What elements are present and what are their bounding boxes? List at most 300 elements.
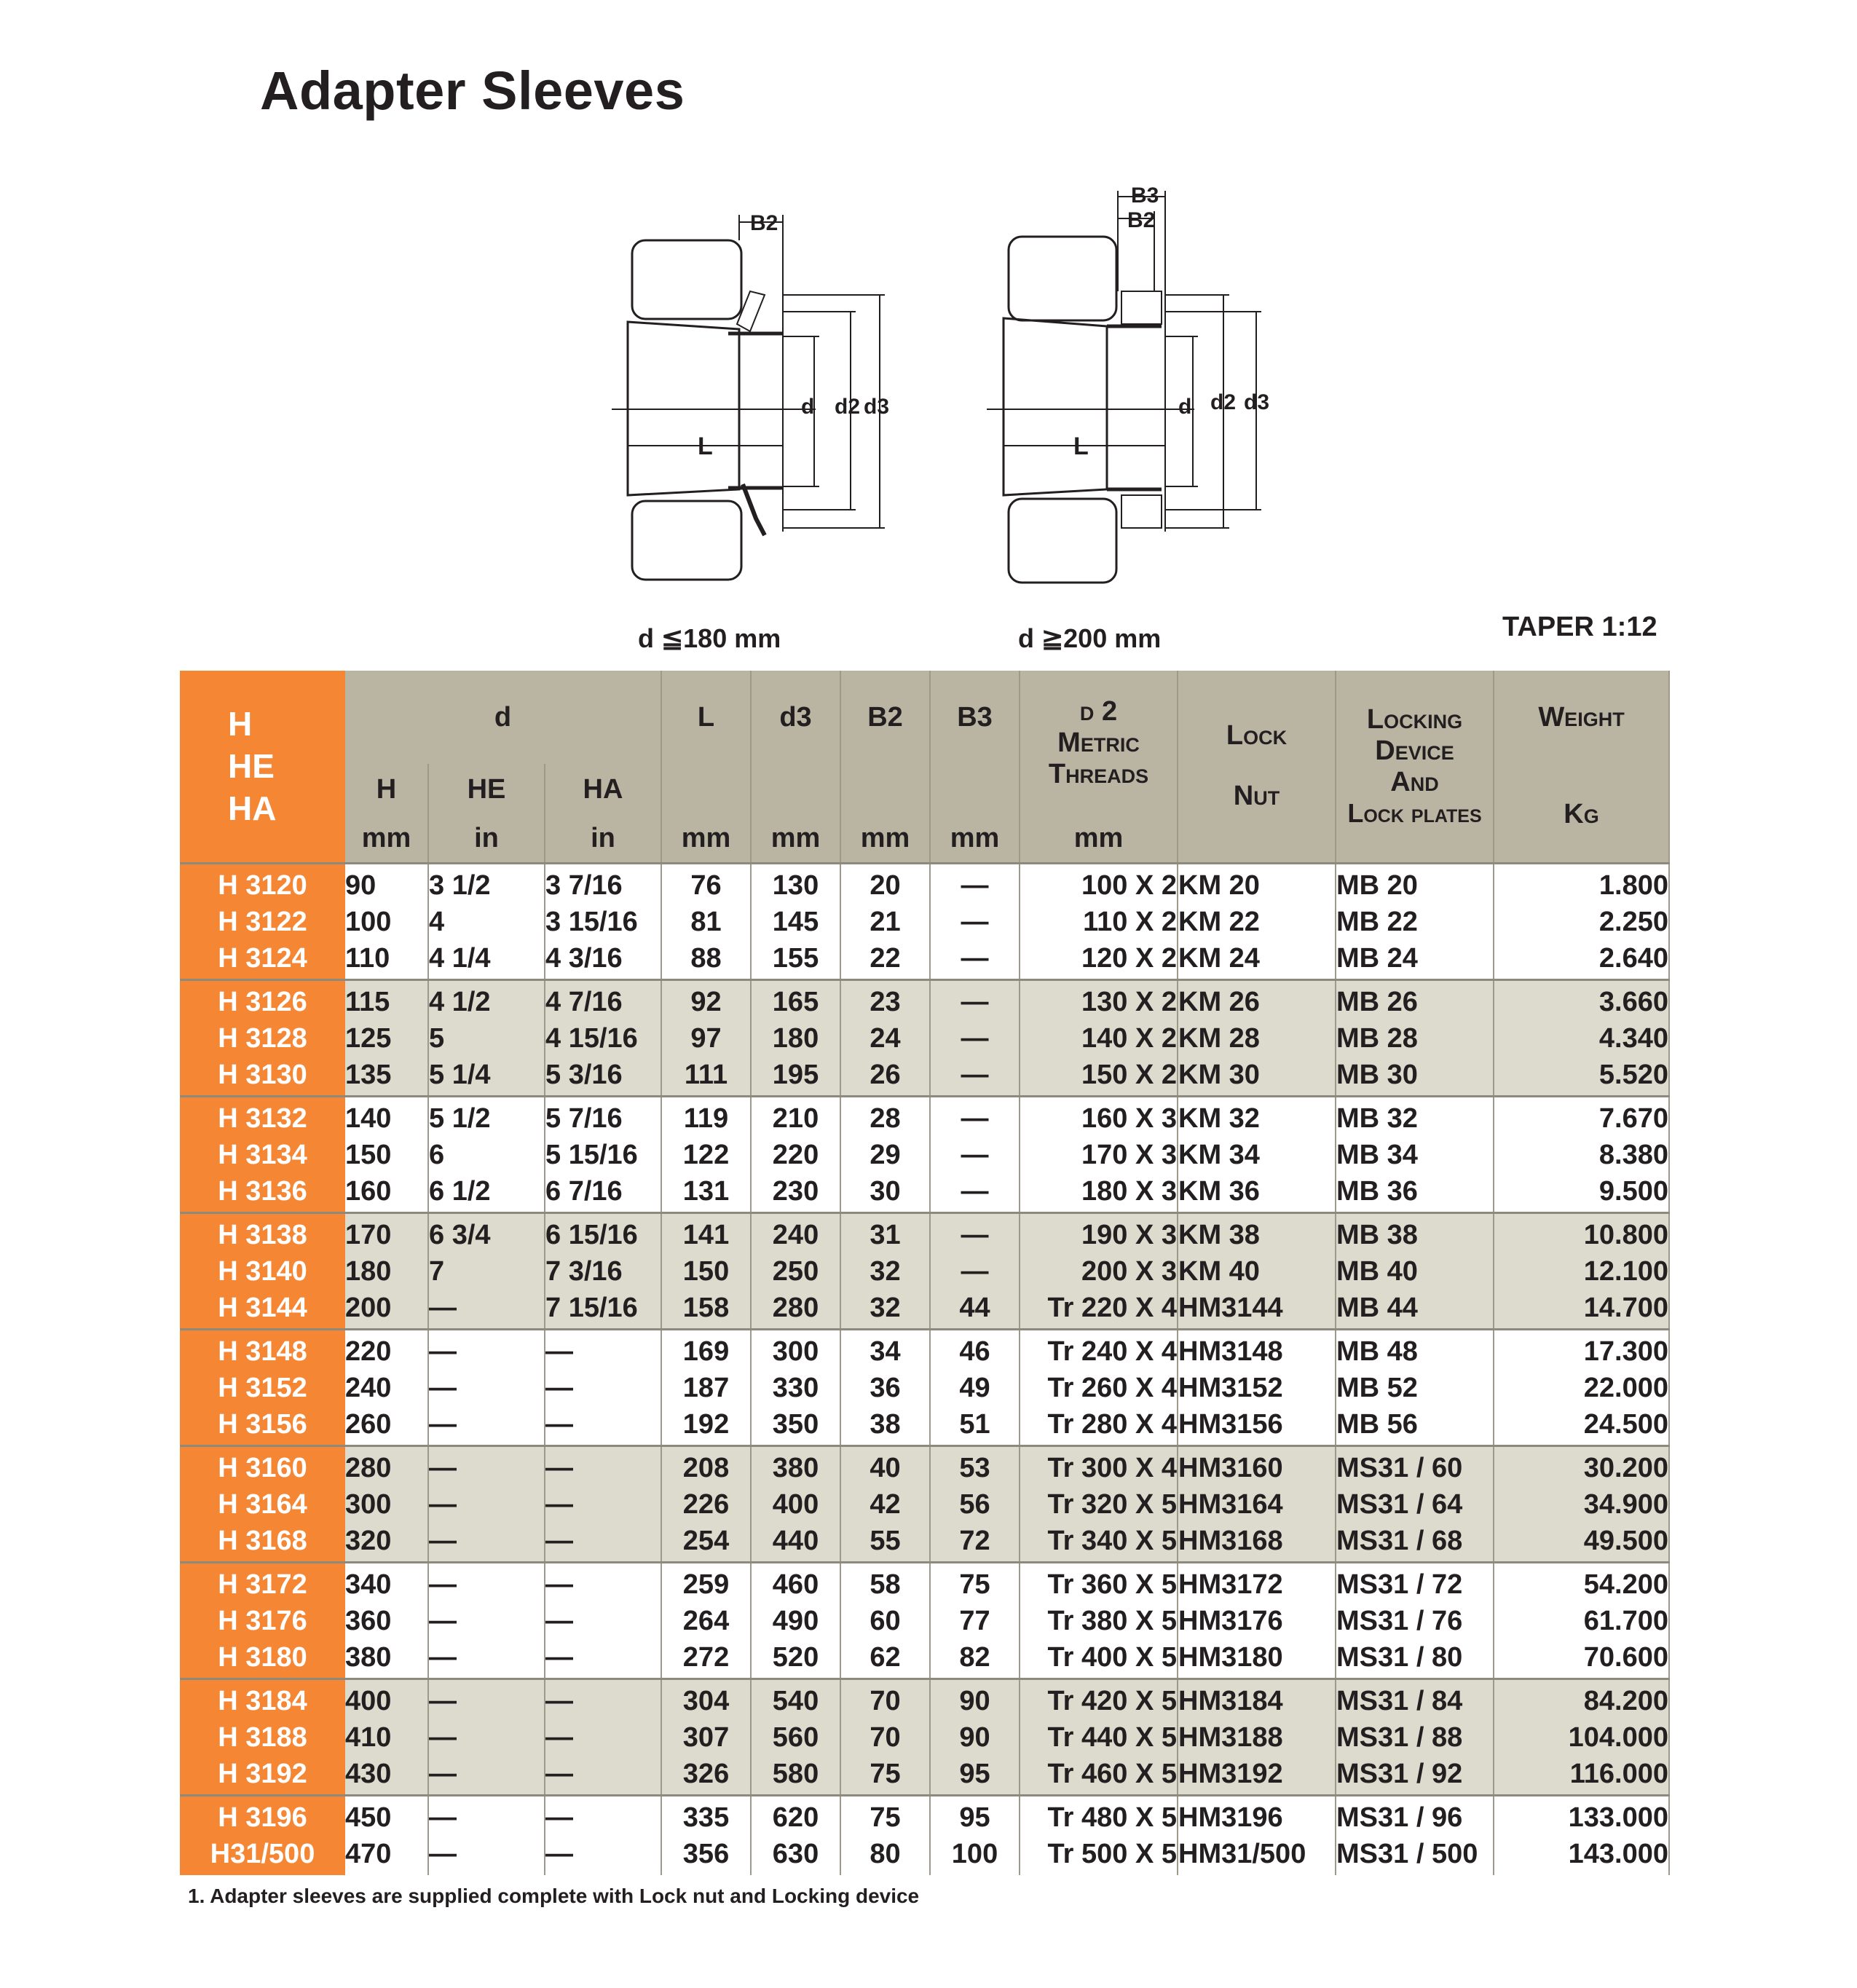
cell-b3-mm: — bbox=[961, 1022, 989, 1054]
caption-small-bore: d ≦180 mm bbox=[638, 623, 781, 653]
cell-b3-mm: 82 bbox=[959, 1641, 990, 1673]
cell-locking-device: MB 28 bbox=[1336, 1022, 1418, 1054]
col-designation bbox=[181, 1445, 344, 1562]
col-weight-kg bbox=[1494, 1562, 1669, 1679]
cell-b3-mm: 95 bbox=[959, 1758, 990, 1789]
cell-ha-in: 7 15/16 bbox=[545, 1292, 638, 1323]
cell-ha-in: 6 15/16 bbox=[545, 1219, 638, 1250]
col-locking-device bbox=[1336, 1445, 1494, 1562]
cell-weight-kg: 8.380 bbox=[1598, 1139, 1668, 1170]
cell-b2-mm: 62 bbox=[870, 1641, 901, 1673]
cell-locking-device: MB 22 bbox=[1336, 906, 1418, 937]
col-lock-nut bbox=[1178, 1096, 1336, 1212]
cell-l-mm: 122 bbox=[682, 1139, 730, 1170]
cell-locking-device: MB 56 bbox=[1336, 1408, 1418, 1440]
col-l-mm bbox=[661, 1562, 751, 1679]
cell-thread: 190 X 3 bbox=[1081, 1219, 1177, 1250]
cell-designation: H 3122 bbox=[218, 906, 307, 937]
col-b2-header: B2 bbox=[840, 671, 930, 764]
cell-designation: H 3148 bbox=[218, 1336, 307, 1367]
col-he-in bbox=[428, 979, 545, 1096]
cell-b3-mm: 100 bbox=[951, 1838, 998, 1869]
cell-l-mm: 76 bbox=[690, 869, 722, 901]
col-lock-nut bbox=[1178, 1445, 1336, 1562]
cell-h-mm: 220 bbox=[345, 1336, 392, 1367]
cell-d3-mm: 240 bbox=[772, 1219, 819, 1250]
cell-weight-kg: 61.700 bbox=[1583, 1605, 1668, 1636]
cell-locking-device: MS31 / 96 bbox=[1336, 1802, 1463, 1833]
cell-b3-mm: — bbox=[961, 869, 989, 901]
cell-lock-nut: KM 38 bbox=[1178, 1219, 1260, 1250]
col-he-in bbox=[428, 1562, 545, 1679]
cell-h-mm: 260 bbox=[345, 1408, 392, 1440]
label-l-right: L bbox=[1073, 433, 1089, 460]
cell-d3-mm: 380 bbox=[772, 1452, 819, 1483]
cell-b2-mm: 24 bbox=[870, 1022, 901, 1054]
col-ha-in bbox=[545, 1096, 661, 1212]
cell-weight-kg: 10.800 bbox=[1583, 1219, 1668, 1250]
cell-b2-mm: 32 bbox=[870, 1255, 901, 1287]
cell-thread: Tr 480 X 5 bbox=[1047, 1802, 1177, 1833]
cell-locking-device: MS31 / 92 bbox=[1336, 1758, 1463, 1789]
cell-lock-nut: KM 22 bbox=[1178, 906, 1260, 937]
page-title: Adapter Sleeves bbox=[260, 60, 685, 121]
col-l-mm bbox=[661, 1679, 751, 1795]
col-ha-in bbox=[545, 1679, 661, 1795]
col-h-mm bbox=[344, 863, 428, 979]
col-locking-device bbox=[1336, 979, 1494, 1096]
cell-l-mm: 119 bbox=[683, 1103, 729, 1134]
cell-thread: Tr 500 X 5 bbox=[1047, 1838, 1177, 1869]
col-designation bbox=[181, 979, 344, 1096]
cell-lock-nut: KM 40 bbox=[1178, 1255, 1260, 1287]
cell-l-mm: 150 bbox=[682, 1255, 730, 1287]
col-weight-kg bbox=[1494, 1329, 1669, 1445]
cell-locking-device: MS31 / 500 bbox=[1336, 1838, 1478, 1869]
col-b2-mm bbox=[840, 1329, 930, 1445]
col-b3-mm bbox=[930, 979, 1020, 1096]
cell-thread: 170 X 3 bbox=[1081, 1139, 1177, 1170]
cell-weight-kg: 2.250 bbox=[1598, 906, 1668, 937]
cell-locking-device: MS31 / 64 bbox=[1336, 1488, 1463, 1520]
cell-thread: Tr 260 X 4 bbox=[1047, 1372, 1177, 1403]
cell-lock-nut: HM3188 bbox=[1178, 1721, 1283, 1753]
row-group bbox=[181, 1329, 1669, 1445]
cell-lock-nut: HM3164 bbox=[1178, 1488, 1283, 1520]
col-l-mm bbox=[661, 1096, 751, 1212]
cell-he-in: 6 bbox=[429, 1139, 445, 1170]
cell-b3-mm: 75 bbox=[959, 1569, 990, 1600]
cell-he-in: — bbox=[429, 1758, 457, 1789]
cell-b2-mm: 20 bbox=[870, 869, 901, 901]
col-designation bbox=[181, 1795, 344, 1875]
cell-h-mm: 470 bbox=[345, 1838, 392, 1869]
cell-thread: Tr 460 X 5 bbox=[1047, 1758, 1177, 1789]
cell-designation: H 3192 bbox=[218, 1758, 307, 1789]
cell-thread: Tr 220 X 4 bbox=[1047, 1292, 1177, 1323]
cell-d3-mm: 145 bbox=[772, 906, 819, 937]
cell-locking-device: MS31 / 76 bbox=[1336, 1605, 1463, 1636]
cell-weight-kg: 22.000 bbox=[1583, 1372, 1668, 1403]
cell-locking-device: MS31 / 88 bbox=[1336, 1721, 1463, 1753]
cell-b3-mm: 44 bbox=[959, 1292, 990, 1323]
cell-l-mm: 272 bbox=[682, 1641, 730, 1673]
col-he-in bbox=[428, 1445, 545, 1562]
cell-designation: H 3180 bbox=[218, 1641, 307, 1673]
cell-designation: H31/500 bbox=[210, 1838, 315, 1869]
col-weight-kg bbox=[1494, 1795, 1669, 1875]
cell-b2-mm: 21 bbox=[870, 906, 901, 937]
col-thread bbox=[1020, 1212, 1178, 1329]
col-lock-nut bbox=[1178, 1329, 1336, 1445]
cell-designation: H 3176 bbox=[218, 1605, 307, 1636]
col-h-header: H bbox=[344, 764, 428, 815]
col-he-in bbox=[428, 1795, 545, 1875]
cell-weight-kg: 143.000 bbox=[1568, 1838, 1668, 1869]
col-b3-mm bbox=[930, 1679, 1020, 1795]
cell-designation: H 3128 bbox=[218, 1022, 307, 1054]
cell-weight-kg: 9.500 bbox=[1598, 1175, 1668, 1207]
cell-he-in: 6 1/2 bbox=[429, 1175, 491, 1207]
cell-ha-in: — bbox=[545, 1641, 573, 1673]
cell-weight-kg: 5.520 bbox=[1598, 1059, 1668, 1090]
col-b2-mm bbox=[840, 979, 930, 1096]
col-weight-kg bbox=[1494, 1679, 1669, 1795]
col-h-mm bbox=[344, 1679, 428, 1795]
cell-l-mm: 226 bbox=[682, 1488, 730, 1520]
cell-he-in: — bbox=[429, 1605, 457, 1636]
col-lock-nut bbox=[1178, 1795, 1336, 1875]
col-ha-header: HA bbox=[545, 764, 661, 815]
cell-thread: 130 X 2 bbox=[1081, 986, 1177, 1017]
col-l-mm bbox=[661, 979, 751, 1096]
label-d3-right: d3 bbox=[1244, 390, 1270, 414]
cell-l-mm: 92 bbox=[690, 986, 722, 1017]
cell-thread: 150 X 2 bbox=[1081, 1059, 1177, 1090]
cell-he-in: — bbox=[429, 1452, 457, 1483]
cell-ha-in: — bbox=[545, 1721, 573, 1753]
col-ha-in bbox=[545, 1329, 661, 1445]
cell-h-mm: 360 bbox=[345, 1605, 392, 1636]
cell-locking-device: MB 20 bbox=[1336, 869, 1418, 901]
cell-thread: Tr 280 X 4 bbox=[1047, 1408, 1177, 1440]
cell-b2-mm: 22 bbox=[870, 942, 901, 974]
cell-b2-mm: 23 bbox=[870, 986, 901, 1017]
cell-d3-mm: 580 bbox=[772, 1758, 819, 1789]
cell-d3-mm: 130 bbox=[772, 869, 819, 901]
cell-designation: H 3156 bbox=[218, 1408, 307, 1440]
label-b2-right: B2 bbox=[1127, 208, 1156, 232]
col-h-mm bbox=[344, 979, 428, 1096]
col-h-mm bbox=[344, 1329, 428, 1445]
cell-he-in: 5 1/4 bbox=[429, 1059, 491, 1090]
col-l-mm bbox=[661, 1445, 751, 1562]
row-group bbox=[181, 979, 1669, 1096]
cell-locking-device: MB 24 bbox=[1336, 942, 1418, 974]
cell-b3-mm: 49 bbox=[959, 1372, 990, 1403]
cell-l-mm: 131 bbox=[682, 1175, 730, 1207]
col-b3-mm bbox=[930, 863, 1020, 979]
col-thread-header: d 2 Metric Threads bbox=[1020, 671, 1178, 815]
cell-thread: 110 X 2 bbox=[1083, 906, 1177, 937]
cell-l-mm: 111 bbox=[684, 1059, 728, 1090]
cell-weight-kg: 7.670 bbox=[1598, 1103, 1668, 1134]
cell-locking-device: MS31 / 84 bbox=[1336, 1685, 1463, 1716]
cell-ha-in: — bbox=[545, 1452, 573, 1483]
cell-locking-device: MB 48 bbox=[1336, 1336, 1418, 1367]
cell-l-mm: 187 bbox=[682, 1372, 730, 1403]
cell-he-in: — bbox=[429, 1802, 457, 1833]
cell-lock-nut: KM 28 bbox=[1178, 1022, 1260, 1054]
col-h-mm bbox=[344, 1562, 428, 1679]
cell-he-in: — bbox=[429, 1488, 457, 1520]
col-lock-nut bbox=[1178, 1212, 1336, 1329]
cell-h-mm: 115 bbox=[345, 986, 390, 1017]
cell-weight-kg: 133.000 bbox=[1568, 1802, 1668, 1833]
cell-thread: 180 X 3 bbox=[1081, 1175, 1177, 1207]
row-group bbox=[181, 1679, 1669, 1795]
col-thread bbox=[1020, 1795, 1178, 1875]
cell-h-mm: 320 bbox=[345, 1525, 392, 1556]
taper-label: TAPER 1:12 bbox=[1502, 612, 1657, 642]
cell-thread: Tr 300 X 4 bbox=[1047, 1452, 1177, 1483]
cell-b2-mm: 75 bbox=[870, 1802, 901, 1833]
cell-designation: H 3120 bbox=[218, 869, 307, 901]
col-lock-nut bbox=[1178, 1679, 1336, 1795]
col-designation bbox=[181, 863, 344, 979]
row-group bbox=[181, 1562, 1669, 1679]
cell-designation: H 3126 bbox=[218, 986, 307, 1017]
col-locking-device bbox=[1336, 863, 1494, 979]
cell-designation: H 3196 bbox=[218, 1802, 307, 1833]
col-h-mm bbox=[344, 1795, 428, 1875]
caption-large-bore: d ≧200 mm bbox=[1018, 623, 1162, 653]
cell-weight-kg: 4.340 bbox=[1598, 1022, 1668, 1054]
cell-thread: Tr 380 X 5 bbox=[1047, 1605, 1177, 1636]
cell-thread: Tr 340 X 5 bbox=[1047, 1525, 1177, 1556]
cell-b2-mm: 28 bbox=[870, 1103, 901, 1134]
cell-b3-mm: 46 bbox=[959, 1336, 990, 1367]
spec-table bbox=[180, 671, 1670, 1875]
cell-locking-device: MS31 / 68 bbox=[1336, 1525, 1463, 1556]
col-b2-mm bbox=[840, 1679, 930, 1795]
cell-lock-nut: HM31/500 bbox=[1178, 1838, 1306, 1869]
cell-designation: H 3172 bbox=[218, 1569, 307, 1600]
cell-designation: H 3164 bbox=[218, 1488, 307, 1520]
col-d3-mm bbox=[751, 1445, 840, 1562]
label-d2-right: d2 bbox=[1210, 390, 1237, 414]
cell-b3-mm: 95 bbox=[959, 1802, 990, 1833]
col-he-header: HE bbox=[428, 764, 545, 815]
cell-weight-kg: 1.800 bbox=[1598, 869, 1668, 901]
col-d3-mm bbox=[751, 1096, 840, 1212]
cell-weight-kg: 116.000 bbox=[1569, 1758, 1668, 1789]
label-l-left: L bbox=[698, 433, 713, 460]
col-ha-in bbox=[545, 863, 661, 979]
cell-b2-mm: 30 bbox=[870, 1175, 901, 1207]
cell-ha-in: — bbox=[545, 1838, 573, 1869]
col-designation bbox=[181, 1679, 344, 1795]
cell-b3-mm: — bbox=[961, 942, 989, 974]
cell-ha-in: — bbox=[545, 1525, 573, 1556]
cell-he-in: — bbox=[429, 1838, 457, 1869]
cell-lock-nut: HM3184 bbox=[1178, 1685, 1283, 1716]
cell-lock-nut: KM 30 bbox=[1178, 1059, 1260, 1090]
cell-l-mm: 304 bbox=[682, 1685, 730, 1716]
cell-l-mm: 81 bbox=[690, 906, 722, 937]
col-b3-mm bbox=[930, 1329, 1020, 1445]
cell-h-mm: 400 bbox=[345, 1685, 392, 1716]
col-d3-mm bbox=[751, 1562, 840, 1679]
cell-h-mm: 430 bbox=[345, 1758, 392, 1789]
cell-h-mm: 300 bbox=[345, 1488, 392, 1520]
row-group bbox=[181, 1795, 1669, 1875]
cell-d3-mm: 520 bbox=[772, 1641, 819, 1673]
cell-weight-kg: 24.500 bbox=[1583, 1408, 1668, 1440]
cell-weight-kg: 14.700 bbox=[1583, 1292, 1668, 1323]
cell-he-in: — bbox=[429, 1721, 457, 1753]
cell-he-in: — bbox=[429, 1525, 457, 1556]
cell-lock-nut: HM3168 bbox=[1178, 1525, 1283, 1556]
cell-he-in: — bbox=[429, 1408, 457, 1440]
cell-designation: H 3160 bbox=[218, 1452, 307, 1483]
cell-d3-mm: 460 bbox=[772, 1569, 819, 1600]
label-b2-left: B2 bbox=[750, 211, 778, 235]
cell-ha-in: — bbox=[545, 1685, 573, 1716]
col-b2-mm bbox=[840, 1096, 930, 1212]
col-ha-in bbox=[545, 1212, 661, 1329]
cell-d3-mm: 230 bbox=[772, 1175, 819, 1207]
cell-l-mm: 192 bbox=[682, 1408, 730, 1440]
cell-ha-in: 5 15/16 bbox=[545, 1139, 638, 1170]
cell-ha-in: 5 7/16 bbox=[545, 1103, 623, 1134]
cell-b2-mm: 75 bbox=[870, 1758, 901, 1789]
cell-locking-device: MB 44 bbox=[1336, 1292, 1418, 1323]
cell-thread: Tr 320 X 5 bbox=[1047, 1488, 1177, 1520]
col-b3-mm bbox=[930, 1795, 1020, 1875]
cell-designation: H 3140 bbox=[218, 1255, 307, 1287]
cell-b3-mm: — bbox=[961, 986, 989, 1017]
cell-lock-nut: HM3148 bbox=[1178, 1336, 1283, 1367]
cell-b2-mm: 70 bbox=[870, 1685, 901, 1716]
cell-he-in: 3 1/2 bbox=[429, 869, 491, 901]
col-thread bbox=[1020, 1096, 1178, 1212]
row-group bbox=[181, 863, 1669, 979]
cell-b3-mm: — bbox=[961, 1139, 989, 1170]
cell-h-mm: 240 bbox=[345, 1372, 392, 1403]
cell-locking-device: MB 36 bbox=[1336, 1175, 1418, 1207]
cell-ha-in: — bbox=[545, 1336, 573, 1367]
col-weight-kg bbox=[1494, 979, 1669, 1096]
cell-locking-device: MS31 / 80 bbox=[1336, 1641, 1463, 1673]
cell-h-mm: 200 bbox=[345, 1292, 392, 1323]
cell-l-mm: 335 bbox=[682, 1802, 730, 1833]
col-he-in bbox=[428, 863, 545, 979]
cell-d3-mm: 440 bbox=[772, 1525, 819, 1556]
cell-ha-in: — bbox=[545, 1372, 573, 1403]
cell-b3-mm: — bbox=[961, 1059, 989, 1090]
col-ha-in bbox=[545, 1445, 661, 1562]
cell-designation: H 3130 bbox=[218, 1059, 307, 1090]
cell-lock-nut: HM3180 bbox=[1178, 1641, 1283, 1673]
cell-b2-mm: 60 bbox=[870, 1605, 901, 1636]
cell-l-mm: 264 bbox=[682, 1605, 730, 1636]
cell-he-in: 5 1/2 bbox=[429, 1103, 491, 1134]
col-ha-in bbox=[545, 979, 661, 1096]
col-d3-mm bbox=[751, 1329, 840, 1445]
cell-he-in: 7 bbox=[429, 1255, 445, 1287]
cell-d3-mm: 280 bbox=[772, 1292, 819, 1323]
cell-d3-mm: 210 bbox=[772, 1103, 819, 1134]
cell-lock-nut: KM 36 bbox=[1178, 1175, 1260, 1207]
cell-lock-nut: KM 32 bbox=[1178, 1103, 1260, 1134]
col-he-in bbox=[428, 1329, 545, 1445]
cell-thread: 200 X 3 bbox=[1081, 1255, 1177, 1287]
cell-b2-mm: 42 bbox=[870, 1488, 901, 1520]
cell-designation: H 3188 bbox=[218, 1721, 307, 1753]
cell-locking-device: MB 30 bbox=[1336, 1059, 1418, 1090]
col-b3-mm bbox=[930, 1212, 1020, 1329]
cell-lock-nut: HM3176 bbox=[1178, 1605, 1283, 1636]
col-designation bbox=[181, 1562, 344, 1679]
cell-l-mm: 326 bbox=[682, 1758, 730, 1789]
cell-b3-mm: 77 bbox=[959, 1605, 990, 1636]
header-row-top bbox=[181, 671, 1669, 764]
cell-weight-kg: 70.600 bbox=[1583, 1641, 1668, 1673]
cell-designation: H 3152 bbox=[218, 1372, 307, 1403]
cell-b2-mm: 36 bbox=[870, 1372, 901, 1403]
cell-h-mm: 410 bbox=[345, 1721, 392, 1753]
cell-designation: H 3184 bbox=[218, 1685, 307, 1716]
cell-d3-mm: 400 bbox=[772, 1488, 819, 1520]
cell-b2-mm: 80 bbox=[870, 1838, 901, 1869]
cell-locking-device: MB 26 bbox=[1336, 986, 1418, 1017]
cell-thread: Tr 420 X 5 bbox=[1047, 1685, 1177, 1716]
col-b2-mm bbox=[840, 863, 930, 979]
cell-he-in: — bbox=[429, 1641, 457, 1673]
col-b2-mm bbox=[840, 1795, 930, 1875]
cell-b3-mm: — bbox=[961, 1103, 989, 1134]
cell-d3-mm: 540 bbox=[772, 1685, 819, 1716]
col-locking-device bbox=[1336, 1562, 1494, 1679]
col-he-in bbox=[428, 1679, 545, 1795]
col-locking-device bbox=[1336, 1679, 1494, 1795]
col-b2-mm bbox=[840, 1445, 930, 1562]
col-b3-header: B3 bbox=[930, 671, 1020, 764]
cell-d3-mm: 560 bbox=[772, 1721, 819, 1753]
cell-b2-mm: 40 bbox=[870, 1452, 901, 1483]
cell-designation: H 3138 bbox=[218, 1219, 307, 1250]
cell-ha-in: — bbox=[545, 1605, 573, 1636]
label-b3-right: B3 bbox=[1131, 184, 1159, 208]
label-d2-left: d2 bbox=[835, 395, 861, 419]
cell-locking-device: MB 40 bbox=[1336, 1255, 1418, 1287]
cell-h-mm: 140 bbox=[345, 1103, 392, 1134]
row-group bbox=[181, 1212, 1669, 1329]
cell-he-in: — bbox=[429, 1372, 457, 1403]
cell-ha-in: 3 15/16 bbox=[545, 906, 638, 937]
cell-d3-mm: 630 bbox=[772, 1838, 819, 1869]
cell-weight-kg: 34.900 bbox=[1583, 1488, 1668, 1520]
col-d3-header: d3 bbox=[751, 671, 840, 764]
col-locking-device bbox=[1336, 1795, 1494, 1875]
cell-thread: 100 X 2 bbox=[1081, 869, 1177, 901]
col-weight-kg bbox=[1494, 1212, 1669, 1329]
col-thread bbox=[1020, 1445, 1178, 1562]
cell-designation: H 3168 bbox=[218, 1525, 307, 1556]
cell-lock-nut: KM 26 bbox=[1178, 986, 1260, 1017]
col-ha-in bbox=[545, 1795, 661, 1875]
